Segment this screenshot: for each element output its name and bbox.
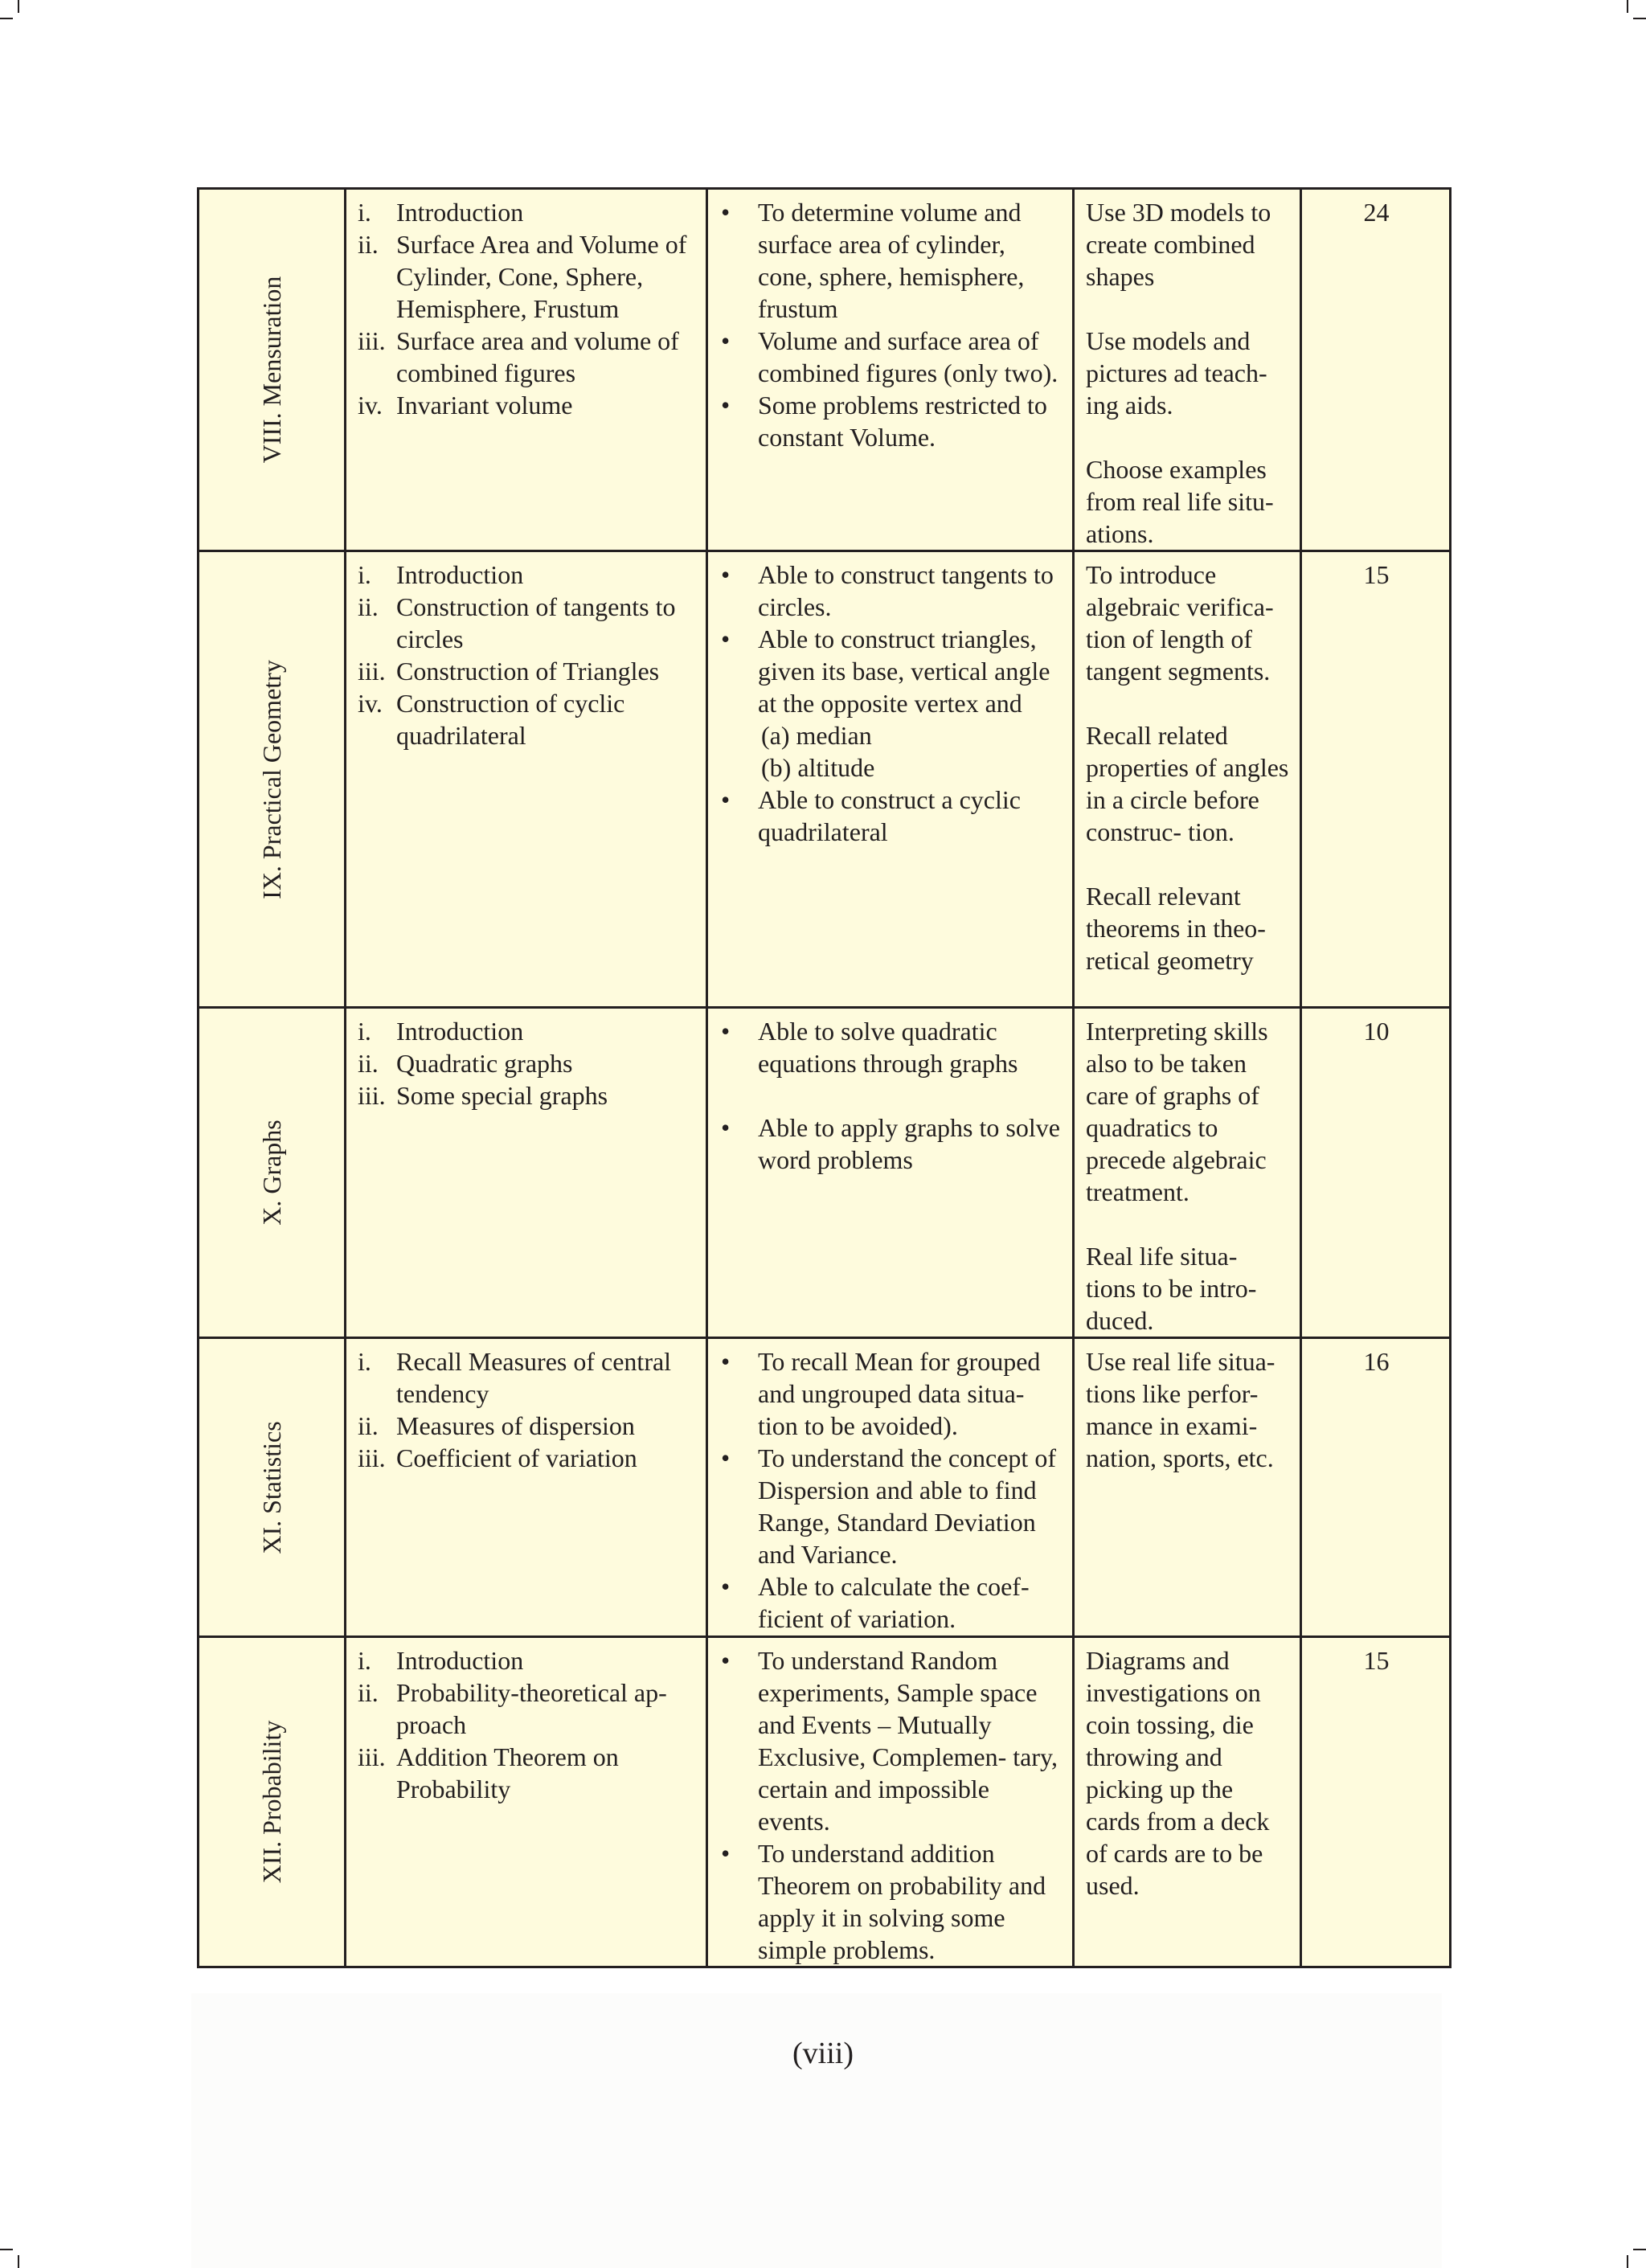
method-text: Choose examples from real life situ- ations. <box>1086 455 1274 548</box>
outcomes-cell <box>707 1338 1074 1637</box>
list-item: • Volume and surface area of combined figures (only two). <box>719 325 1063 389</box>
list-item: ii. Measures of dispersion <box>358 1411 635 1440</box>
table-row <box>199 551 1451 1008</box>
method-text: Interpreting skills also to be taken care of graphs of quadratics to precede algebraic treatment. <box>1086 1017 1268 1206</box>
unit-cell <box>199 1008 346 1338</box>
list-item: i. Introduction <box>358 198 524 227</box>
crop-mark <box>0 2249 13 2250</box>
method-text: Diagrams and investigations on coin tossing, die throwing and picking up the cards from a deck of cards are to be used. <box>1086 1646 1270 1900</box>
list-item: ii. Probability-theoretical ap- proach <box>358 1678 667 1739</box>
list-item: ii. Surface Area and Volume of Cylinder, Cone, Sphere, Hemisphere, Frustum <box>358 230 687 323</box>
list-item: • To recall Mean for grouped and ungrouped data situa- tion to be avoided). <box>719 1345 1063 1442</box>
list-item: • Able to construct tangents to circles. <box>719 559 1063 623</box>
outcomes-cell <box>707 551 1074 1008</box>
page-number: (viii) <box>792 2037 854 2070</box>
unit-title: IX. Practical Geometry <box>257 659 286 899</box>
list-item: iii. Coefficient of variation <box>358 1443 637 1472</box>
crop-mark <box>18 0 19 13</box>
list-item: • Able to construct triangles, given its base, vertical angle at the opposite vertex and (a) median (b) altitude <box>719 623 1063 784</box>
method-text: To introduce algebraic verifica- tion of length of tangent segments. <box>1086 560 1274 686</box>
list-item: iii. Construction of Triangles <box>358 657 660 686</box>
periods-cell: 24 <box>1301 189 1451 551</box>
list-item: i. Recall Measures of central tendency <box>358 1347 672 1408</box>
method-text: Use models and pictures ad teach- ing aids. <box>1086 326 1267 420</box>
content-cell <box>346 1008 707 1338</box>
crop-mark <box>1627 2255 1628 2268</box>
method-text: Real life situa- tions to be intro- duced. <box>1086 1242 1257 1335</box>
list-item: iii. Some special graphs <box>358 1081 608 1110</box>
unit-cell <box>199 189 346 551</box>
crop-mark <box>1633 2249 1646 2250</box>
list-item: iii. Addition Theorem on Probability <box>358 1742 619 1803</box>
crop-mark <box>1627 0 1628 13</box>
content-cell <box>346 1637 707 1967</box>
list-item: • Some problems restricted to constant Volume. <box>719 389 1063 453</box>
list-item: • Able to apply graphs to solve word problems <box>719 1111 1063 1176</box>
method-text: Use real life situa- tions like perfor- mance in exami- nation, sports, etc. <box>1086 1347 1275 1472</box>
periods-cell: 15 <box>1301 551 1451 1008</box>
syllabus-table <box>197 187 1452 1968</box>
crop-mark <box>1633 18 1646 19</box>
methods-cell <box>1074 551 1301 1008</box>
list-item: i. Introduction <box>358 560 524 589</box>
list-item: i. Introduction <box>358 1646 524 1675</box>
outcomes-cell <box>707 1637 1074 1967</box>
methods-cell <box>1074 1008 1301 1338</box>
table-row <box>199 1338 1451 1637</box>
crop-mark <box>18 2255 19 2268</box>
outcomes-cell <box>707 189 1074 551</box>
methods-cell <box>1074 1338 1301 1637</box>
list-item: iv. Construction of cyclic quadrilateral <box>358 689 625 750</box>
outcomes-cell <box>707 1008 1074 1338</box>
content-cell <box>346 551 707 1008</box>
periods-cell: 10 <box>1301 1008 1451 1338</box>
unit-title: VIII. Mensuration <box>257 276 286 464</box>
list-item: • Able to calculate the coef- ficient of variation. <box>719 1570 1063 1635</box>
unit-cell <box>199 1637 346 1967</box>
unit-title: X. Graphs <box>257 1120 286 1226</box>
table-row <box>199 1008 1451 1338</box>
unit-title: XI. Statistics <box>257 1420 286 1554</box>
sub-item: (b) altitude <box>761 753 875 782</box>
method-text: Recall relevant theorems in theo- retical geometry <box>1086 882 1266 975</box>
list-item: iii. Surface area and volume of combined figures <box>358 326 679 387</box>
list-item: iv. Invariant volume <box>358 391 573 420</box>
crop-mark <box>0 18 13 19</box>
periods-cell: 16 <box>1301 1338 1451 1637</box>
content-cell <box>346 1338 707 1637</box>
list-item: • To understand Random experiments, Sample space and Events – Mutually Exclusive, Complemen- tary, certain and impossible events. <box>719 1644 1063 1837</box>
list-item: ii. Quadratic graphs <box>358 1049 573 1078</box>
list-item: i. Introduction <box>358 1017 524 1046</box>
unit-cell <box>199 551 346 1008</box>
list-item: • To understand the concept of Dispersion and able to find Range, Standard Deviation and Variance. <box>719 1442 1063 1570</box>
sub-item: (a) median <box>761 721 872 750</box>
methods-cell <box>1074 1637 1301 1967</box>
list-item: • To determine volume and surface area of cylinder, cone, sphere, hemisphere, frustum <box>719 196 1063 325</box>
methods-cell <box>1074 189 1301 551</box>
unit-cell <box>199 1338 346 1637</box>
method-text: Use 3D models to create combined shapes <box>1086 198 1271 291</box>
page-shade <box>191 1993 1442 2268</box>
list-item: ii. Construction of tangents to circles <box>358 592 676 653</box>
list-item: • To understand addition Theorem on probability and apply it in solving some simple problems. <box>719 1837 1063 1966</box>
list-item: • Able to solve quadratic equations through graphs <box>719 1015 1063 1079</box>
table-row <box>199 189 1451 551</box>
table-row <box>199 1637 1451 1967</box>
method-text: Recall related properties of angles in a circle before construc- tion. <box>1086 721 1289 846</box>
periods-cell: 15 <box>1301 1637 1451 1967</box>
content-cell <box>346 189 707 551</box>
list-item: • Able to construct a cyclic quadrilateral <box>719 784 1063 848</box>
unit-title: XII. Probability <box>257 1720 286 1884</box>
